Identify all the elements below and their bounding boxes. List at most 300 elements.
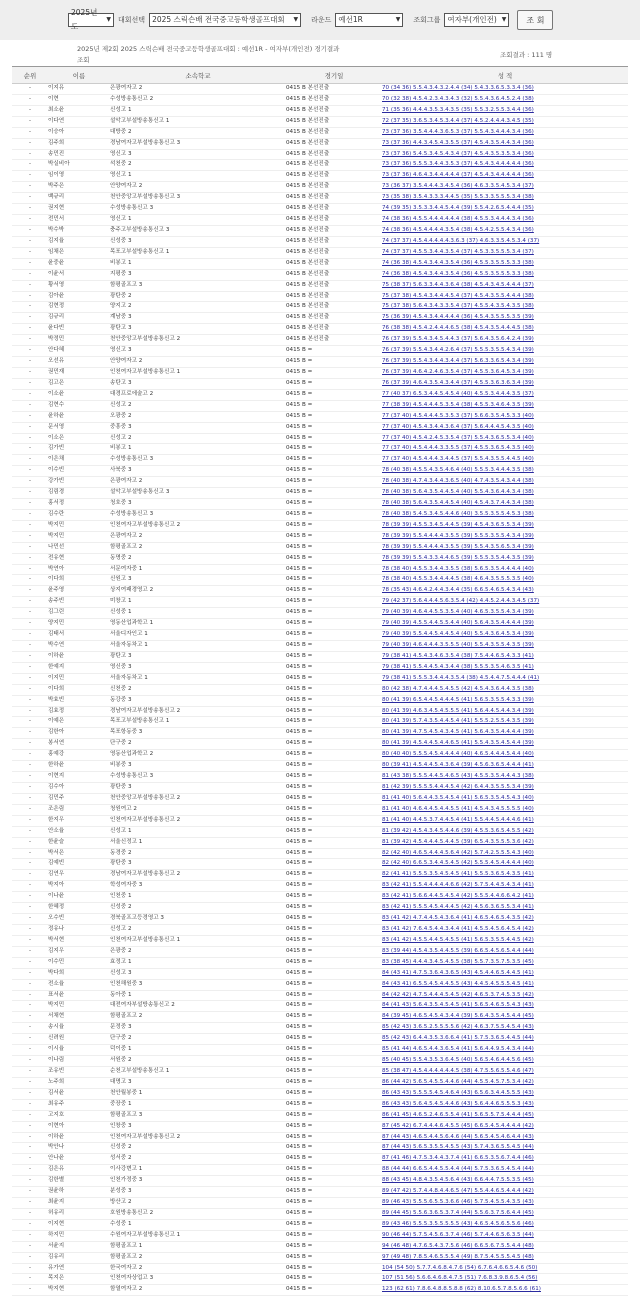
score-link[interactable]: 76 (37 39) 4.6.4.3.5.4.3.4.4 (37) 4.5.5.3.6.3.6.3.4 (39) <box>382 378 628 389</box>
round-select[interactable] <box>335 13 403 27</box>
score-link[interactable]: 87 (45 42) 6.7.4.4.4.6.4.5.5 (45) 6.6.5.4.5.4.4.4.4 (42) <box>382 1121 628 1132</box>
school-cell: 영신중 3 <box>110 662 286 673</box>
table-row <box>12 870 628 881</box>
player-name: 송주빈 <box>48 597 110 608</box>
score-link[interactable]: 80 (41 39) 5.7.4.3.5.4.4.5.4 (41) 5.5.5.2.5.5.4.3.5 (39) <box>382 717 628 728</box>
player-name: 문서영 <box>48 422 110 433</box>
score-link[interactable]: 75 (36 39) 4.5.4.3.4.4.4.4.4 (36) 4.5.4.3.5.5.5.3.5 (39) <box>382 313 628 324</box>
player-name: 안나윤 <box>48 1154 110 1165</box>
tournament-select[interactable] <box>149 13 301 27</box>
score-link[interactable]: 86 (43 43) 5.6.4.5.4.5.4.4.6 (43) 5.6.4.4.6.5.5.5.3 (43) <box>382 1099 628 1110</box>
table-row <box>12 1176 628 1187</box>
score-link[interactable]: 81 (41 40) 5.6.4.4.3.5.4.5.4 (41) 5.6.5.3.5.4.5.4.3 (40) <box>382 793 628 804</box>
score-link[interactable]: 77 (37 40) 4.5.4.4.4.3.3.5.5 (37) 4.5.5.3.6.5.4.3.5 (40) <box>382 444 628 455</box>
rank-cell: - <box>12 509 48 520</box>
chevron-down-icon: ▼ <box>293 16 299 23</box>
score-link[interactable]: 81 (39 42) 4.5.4.4.4.5.4.4.5 (39) 6.5.4.3.5.5.5.3.6 (42) <box>382 837 628 848</box>
score-link[interactable]: 83 (42 41) 5.5.5.4.5.4.4.4.5 (42) 4.5.6.3.6.5.5.3.4 (41) <box>382 903 628 914</box>
score-link[interactable]: 74 (36 38) 4.5.4.3.4.4.3.5.4 (36) 4.5.5.3.5.5.5.3.3 (38) <box>382 258 628 269</box>
school-cell: 대경프로에술고 2 <box>110 389 286 400</box>
score-link[interactable]: 81 (42 39) 5.5.5.5.4.4.4.5.4 (42) 6.4.4.3.5.5.5.3.4 (39) <box>382 783 628 794</box>
school-cell: 천안중앙고부설방송통신고 2 <box>110 793 286 804</box>
date-status-cell: 0415 B = <box>286 1219 382 1230</box>
score-link[interactable]: 75 (38 37) 5.6.3.3.4.4.3.6.4 (38) 4.5.4.3.4.5.4.4.4 (37) <box>382 280 628 291</box>
score-link[interactable]: 85 (38 47) 4.5.4.4.4.4.4.4.5 (38) 4.7.5.5.6.5.5.4.6 (47) <box>382 1066 628 1077</box>
school-cell: 신성중 1 <box>110 608 286 619</box>
table-row <box>12 1034 628 1045</box>
rank-cell: - <box>12 935 48 946</box>
table-row <box>12 542 628 553</box>
player-name: 한예지 <box>48 662 110 673</box>
school-cell: 서울디자인고 1 <box>110 630 286 641</box>
chevron-down-icon: ▼ <box>106 16 111 23</box>
score-link[interactable]: 76 (37 39) 5.5.4.3.4.5.4.4.3 (37) 5.6.4.3.5.6.4.2.4 (39) <box>382 335 628 346</box>
player-name: 박서현 <box>48 935 110 946</box>
rank-cell: - <box>12 881 48 892</box>
player-name: 김고은 <box>48 378 110 389</box>
score-link[interactable]: 78 (40 38) 5.6.4.3.5.4.4.5.4 (40) 4.5.4.3.7.4.4.3.4 (38) <box>382 499 628 510</box>
player-name: 서윤지 <box>48 1241 110 1252</box>
rank-cell: - <box>12 171 48 182</box>
school-cell: 광탄고 3 <box>110 651 286 662</box>
school-cell: 함평골프고 1 <box>110 1241 286 1252</box>
score-link[interactable]: 74 (37 37) 4.5.4.4.4.4.4.3.6.3 (37) 4.6.3.3.5.4.5.3.4 (37) <box>382 236 628 247</box>
rank-cell: - <box>12 455 48 466</box>
group-select[interactable] <box>444 13 509 27</box>
score-link[interactable]: 78 (39 39) 5.5.4.4.4.4.3.5.5 (39) 5.5.4.3.5.6.5.3.4 (39) <box>382 542 628 553</box>
date-status-cell: 0415 B = <box>286 1077 382 1088</box>
school-cell: 동경중 2 <box>110 848 286 859</box>
rank-cell: - <box>12 116 48 127</box>
score-link[interactable]: 79 (40 39) 5.5.4.4.5.4.4.5.4 (40) 5.5.4.3.6.4.5.3.4 (39) <box>382 630 628 641</box>
chevron-down-icon: ▼ <box>501 16 507 23</box>
school-cell: 은광여자고 2 <box>110 477 286 488</box>
table-row <box>12 717 628 728</box>
player-name: 박지민 <box>48 531 110 542</box>
score-link[interactable]: 81 (41 40) 4.4.5.3.7.4.4.5.4 (41) 5.5.4.4.5.4.4.4.6 (41) <box>382 815 628 826</box>
score-link[interactable]: 79 (42 37) 5.6.4.4.4.5.6.3.5.4 (42) 4.4.5.2.4.4.3.4.5 (37) <box>382 597 628 608</box>
player-name: 김수란 <box>48 509 110 520</box>
score-link[interactable]: 78 (39 39) 5.5.4.3.3.4.4.6.5 (39) 5.5.5.3.5.4.4.3.5 (39) <box>382 553 628 564</box>
score-link[interactable]: 85 (42 43) 6.4.4.3.5.3.6.6.4 (41) 5.7.5.3.6.5.4.4.5 (44) <box>382 1034 628 1045</box>
player-name: 김지율 <box>48 236 110 247</box>
table-row <box>12 466 628 477</box>
score-link[interactable]: 75 (37 38) 5.6.4.3.4.3.3.5.4 (37) 4.5.5.4.3.5.4.3.5 (38) <box>382 302 628 313</box>
score-link[interactable]: 80 (42 38) 4.7.4.4.4.5.4.5.5 (42) 4.5.4.3.6.4.4.3.5 (38) <box>382 684 628 695</box>
date-status-cell: 0415 B = <box>286 389 382 400</box>
score-link[interactable]: 77 (37 40) 4.5.4.2.4.5.3.5.4 (37) 5.5.4.3.6.5.5.3.4 (40) <box>382 433 628 444</box>
score-link[interactable]: 82 (42 40) 6.6.5.3.4.4.5.4.5 (42) 5.5.5.4.5.4.4.4.4 (40) <box>382 859 628 870</box>
school-cell: 광탄중 3 <box>110 859 286 870</box>
rank-cell: - <box>12 1121 48 1132</box>
score-link[interactable]: 80 (41 39) 6.5.4.4.5.4.4.4.5 (41) 5.6.5.3.5.5.4.3.3 (39) <box>382 695 628 706</box>
date-status-cell: 0415 B 본선진출 <box>286 149 382 160</box>
school-cell: 은광중 2 <box>110 946 286 957</box>
date-status-cell: 0415 B = <box>286 903 382 914</box>
score-link[interactable]: 83 (41 42) 4.7.4.4.5.4.3.6.4 (41) 4.6.5.4.6.5.4.3.5 (42) <box>382 914 628 925</box>
score-link[interactable]: 89 (43 46) 5.5.5.3.5.5.5.5.5 (43) 4.6.5.4.5.6.5.5.6 (46) <box>382 1219 628 1230</box>
table-row <box>12 193 628 204</box>
score-link[interactable]: 80 (40 40) 5.5.5.4.5.4.4.4.4 (40) 4.6.5.4.4.4.5.4.4 (40) <box>382 750 628 761</box>
rank-cell: - <box>12 706 48 717</box>
date-status-cell: 0415 B = <box>286 717 382 728</box>
score-link[interactable]: 97 (49 48) 7.8.5.4.6.5.5.5.4 (49) 8.7.5.4.5.5.5.4.5 (48) <box>382 1252 628 1263</box>
table-row <box>12 641 628 652</box>
date-status-cell: 0415 B = <box>286 990 382 1001</box>
player-name: 김지우 <box>48 946 110 957</box>
date-status-cell: 0415 B = <box>286 815 382 826</box>
rank-cell: - <box>12 400 48 411</box>
score-link[interactable]: 89 (46 43) 5.5.5.6.5.5.3.6.6 (46) 5.7.5.4.5.5.4.3.5 (43) <box>382 1198 628 1209</box>
date-status-cell: 0415 B = <box>286 1121 382 1132</box>
school-cell: 충주고부설방송통신고 3 <box>110 225 286 236</box>
rank-cell: - <box>12 1198 48 1209</box>
score-link[interactable]: 104 (54 50) 5.7.7.4.6.8.4.7.6 (54) 6.7.6.4.6.6.5.4.6 (50) <box>382 1263 628 1274</box>
player-name: 김수아 <box>48 783 110 794</box>
score-link[interactable]: 73 (36 37) 3.5.4.4.4.3.4.5.4 (36) 4.6.3.3.5.4.5.3.4 (37) <box>382 182 628 193</box>
score-link[interactable]: 87 (44 43) 4.6.5.4.4.5.6.4.6 (44) 5.6.5.4.5.4.6.4.4 (43) <box>382 1132 628 1143</box>
school-cell: 신성중 2 <box>110 903 286 914</box>
player-name: 이은채 <box>48 455 110 466</box>
player-name: 권지현 <box>48 204 110 215</box>
round-label: 라운드 <box>311 16 332 24</box>
table-row <box>12 1012 628 1023</box>
date-status-cell: 0415 B = <box>286 1066 382 1077</box>
table-row <box>12 389 628 400</box>
score-link[interactable]: 83 (41 42) 7.6.4.5.4.4.3.4.4 (41) 4.5.5.4.5.6.4.5.4 (42) <box>382 924 628 935</box>
school-cell: 광탄중 2 <box>110 291 286 302</box>
rank-cell: - <box>12 193 48 204</box>
score-link[interactable]: 84 (43 41) 6.5.5.4.5.4.4.5.5 (43) 4.4.5.4.5.5.5.4.5 (41) <box>382 979 628 990</box>
score-link[interactable]: 86 (43 43) 5.5.5.5.4.5.4.6.4 (43) 6.5.6.3.4.4.5.5.5 (43) <box>382 1088 628 1099</box>
score-link[interactable]: 77 (37 40) 4.5.4.3.4.4.3.6.4 (37) 5.6.4.4.4.5.4.3.5 (40) <box>382 422 628 433</box>
table-row <box>12 553 628 564</box>
score-link[interactable]: 79 (40 39) 4.5.5.4.4.5.5.4.4 (40) 5.6.4.3.5.4.4.4.4 (39) <box>382 619 628 630</box>
score-link[interactable]: 78 (38 40) 4.5.5.3.4.4.4.4.5 (38) 4.6.4.3.5.5.5.3.5 (40) <box>382 575 628 586</box>
round-select-value: 예선1R <box>338 15 363 24</box>
score-link[interactable]: 87 (41 46) 4.7.5.3.4.4.3.7.4 (41) 6.6.5.3.5.6.7.4.4 (46) <box>382 1154 628 1165</box>
player-name: 허유리 <box>48 1208 110 1219</box>
table-row <box>12 324 628 335</box>
school-cell: 서원중 2 <box>110 1056 286 1067</box>
rank-cell: - <box>12 1045 48 1056</box>
rank-cell: - <box>12 903 48 914</box>
table-row <box>12 990 628 1001</box>
school-cell: 인천해원중 3 <box>110 979 286 990</box>
school-cell: 설악고부설방송통신고 3 <box>110 488 286 499</box>
rank-cell: - <box>12 586 48 597</box>
player-name: 이예은 <box>48 717 110 728</box>
table-row <box>12 477 628 488</box>
school-cell: 중흥중 3 <box>110 422 286 433</box>
date-status-cell: 0415 B = <box>286 455 382 466</box>
date-status-cell: 0415 B 본선진출 <box>286 138 382 149</box>
score-link[interactable]: 77 (38 39) 4.5.4.4.4.5.3.5.4 (38) 4.5.5.3.4.6.4.3.5 (39) <box>382 400 628 411</box>
table-row <box>12 1263 628 1274</box>
rank-cell: - <box>12 1088 48 1099</box>
date-status-cell: 0415 B = <box>286 564 382 575</box>
score-link[interactable]: 77 (40 37) 6.5.3.4.4.5.4.5.4 (40) 4.5.5.3.4.4.4.3.5 (37) <box>382 389 628 400</box>
table-row <box>12 695 628 706</box>
rank-cell: - <box>12 1066 48 1077</box>
score-link[interactable]: 107 (51 56) 5.6.6.4.6.8.4.7.5 (51) 7.6.8.3.9.8.6.5.4 (56) <box>382 1274 628 1285</box>
score-link[interactable]: 76 (37 39) 5.5.4.3.4.4.3.4.4 (37) 5.6.3.3.6.5.4.3.4 (39) <box>382 357 628 368</box>
score-link[interactable]: 78 (40 38) 5.4.5.3.4.5.4.4.6 (40) 3.5.5.3.5.5.4.5.3 (38) <box>382 509 628 520</box>
score-link[interactable]: 79 (40 39) 4.6.4.4.4.3.5.5.5 (40) 5.5.4.3.5.5.4.3.5 (39) <box>382 641 628 652</box>
rank-cell: - <box>12 630 48 641</box>
score-link[interactable]: 85 (40 45) 5.5.4.3.5.3.6.4.5 (40) 5.6.5.4.6.4.4.5.6 (45) <box>382 1056 628 1067</box>
date-status-cell: 0415 B 본선진출 <box>286 215 382 226</box>
date-status-cell: 0415 B = <box>286 1034 382 1045</box>
score-link[interactable]: 86 (41 45) 4.6.5.2.4.6.5.5.4 (41) 5.6.5.5.7.5.4.4.4 (45) <box>382 1110 628 1121</box>
player-name: 안다혜 <box>48 346 110 357</box>
player-name: 정유나 <box>48 924 110 935</box>
table-row <box>12 783 628 794</box>
rank-cell: - <box>12 1285 48 1296</box>
school-cell: 신성고 1 <box>110 826 286 837</box>
rank-cell: - <box>12 564 48 575</box>
score-link[interactable]: 75 (37 38) 4.5.4.3.4.4.4.5.4 (37) 4.5.4.3.5.5.4.4.4 (38) <box>382 291 628 302</box>
date-status-cell: 0415 B = <box>286 1252 382 1263</box>
score-link[interactable]: 74 (39 35) 3.5.3.3.4.4.5.4.4 (39) 5.5.4.2.6.5.4.4.4 (35) <box>382 204 628 215</box>
date-status-cell: 0415 B = <box>286 1099 382 1110</box>
score-link[interactable]: 76 (37 39) 5.5.4.3.4.4.2.6.4 (37) 5.5.5.3.5.5.4.3.4 (39) <box>382 346 628 357</box>
school-cell: 신성고 2 <box>110 400 286 411</box>
date-status-cell: 0415 B = <box>286 870 382 881</box>
date-status-cell: 0415 B = <box>286 1110 382 1121</box>
score-link[interactable]: 80 (39 41) 4.5.4.4.5.4.3.6.4 (39) 4.5.6.3.6.5.4.4.4 (41) <box>382 761 628 772</box>
score-link[interactable]: 82 (42 40) 4.6.5.4.4.4.5.6.4 (42) 5.7.4.2.5.5.5.4.3 (40) <box>382 848 628 859</box>
rank-cell: - <box>12 728 48 739</box>
school-cell: 목포고부설방송통신고 1 <box>110 717 286 728</box>
player-name: 박수박 <box>48 225 110 236</box>
player-name: 목지은 <box>48 1274 110 1285</box>
score-link[interactable]: 78 (40 38) 4.5.5.4.3.5.4.6.4 (40) 5.5.5.3.4.4.4.3.5 (38) <box>382 466 628 477</box>
score-link[interactable]: 73 (37 36) 3.5.4.4.4.3.6.5.3 (37) 5.5.4.3.4.4.4.3.4 (36) <box>382 127 628 138</box>
score-link[interactable]: 90 (46 44) 5.7.5.4.5.6.3.7.4 (46) 5.7.4.4.6.5.6.3.5 (44) <box>382 1230 628 1241</box>
date-status-cell: 0415 B = <box>286 641 382 652</box>
rank-cell: - <box>12 1099 48 1110</box>
score-link[interactable]: 78 (40 38) 4.7.4.3.4.4.3.6.5 (40) 4.7.4.3.5.4.3.4.4 (38) <box>382 477 628 488</box>
school-cell: 순천고부설방송통신고 1 <box>110 1066 286 1077</box>
player-name: 이지유 <box>48 84 110 95</box>
table-row <box>12 706 628 717</box>
date-status-cell: 0415 B 본선진출 <box>286 225 382 236</box>
score-link[interactable]: 73 (37 36) 4.4.3.4.5.4.3.5.5 (37) 4.5.4.3.5.4.4.3.4 (36) <box>382 138 628 149</box>
score-link[interactable]: 85 (41 44) 4.6.5.4.4.3.6.5.4 (41) 5.6.4.4.9.5.4.3.4 (44) <box>382 1045 628 1056</box>
score-link[interactable]: 79 (38 41) 5.5.5.3.4.4.4.3.5.4 (38) 4.5.4.4.7.5.4.4.4 (41) <box>382 673 628 684</box>
score-link[interactable]: 89 (44 45) 5.5.6.3.6.5.3.7.4 (44) 5.5.6.3.7.5.6.4.4 (45) <box>382 1208 628 1219</box>
score-link[interactable]: 78 (38 40) 4.5.5.3.4.4.3.5.5 (38) 5.6.5.3.5.4.4.4.4 (40) <box>382 564 628 575</box>
school-cell: 중장중 1 <box>110 1099 286 1110</box>
school-cell: 영동산업과학고 1 <box>110 619 286 630</box>
player-name: 김효정 <box>48 706 110 717</box>
year-select-value: 2025년도 <box>71 8 98 31</box>
rank-cell: - <box>12 84 48 95</box>
score-link[interactable]: 94 (46 48) 4.7.6.5.4.3.7.5.6 (46) 6.6.5.6.7.5.5.4.4 (48) <box>382 1241 628 1252</box>
date-status-cell: 0415 B = <box>286 357 382 368</box>
table-row <box>12 1219 628 1230</box>
school-cell: 비봉고 1 <box>110 444 286 455</box>
school-cell: 인천여자고부설방송통신고 1 <box>110 935 286 946</box>
player-name: 권민재 <box>48 367 110 378</box>
rank-cell: - <box>12 1176 48 1187</box>
player-name: 이다희 <box>48 684 110 695</box>
school-cell: 목포항동중 3 <box>110 728 286 739</box>
score-link[interactable]: 79 (38 41) 5.5.4.4.5.4.3.4.4 (38) 5.5.5.3.5.4.6.3.5 (41) <box>382 662 628 673</box>
score-link[interactable]: 84 (43 41) 4.7.5.3.6.4.3.6.5 (43) 4.5.4.4.6.5.4.4.5 (41) <box>382 968 628 979</box>
score-link[interactable]: 73 (37 36) 5.5.5.3.4.4.3.5.3 (37) 4.5.4.3.4.4.4.4.4 (36) <box>382 160 628 171</box>
school-cell: 함평골프고 2 <box>110 1252 286 1263</box>
school-cell: 계남중 3 <box>110 313 286 324</box>
score-link[interactable]: 77 (37 40) 4.5.4.4.4.5.3.5.3 (37) 5.6.6.3.5.4.5.3.3 (40) <box>382 411 628 422</box>
score-link[interactable]: 88 (43 45) 4.8.4.3.5.4.5.6.4 (43) 6.6.4.4.7.5.5.3.5 (45) <box>382 1176 628 1187</box>
score-link[interactable]: 70 (32 38) 4.5.4.2.3.4.3.4.3 (32) 5.5.4.3.6.4.5.2.4 (38) <box>382 94 628 105</box>
date-status-cell: 0415 B = <box>286 499 382 510</box>
table-row <box>12 1121 628 1132</box>
rank-cell: - <box>12 651 48 662</box>
player-name: 조유빈 <box>48 1066 110 1077</box>
player-name: 이지현 <box>48 1219 110 1230</box>
score-link[interactable]: 83 (38 45) 4.4.4.3.4.5.4.5.5 (38) 5.5.7.3.5.7.5.3.5 (45) <box>382 957 628 968</box>
player-name: 박연아 <box>48 564 110 575</box>
table-row <box>12 815 628 826</box>
rank-cell: - <box>12 761 48 772</box>
date-status-cell: 0415 B 본선진출 <box>286 105 382 116</box>
date-status-cell: 0415 B = <box>286 1198 382 1209</box>
score-link[interactable]: 77 (37 40) 4.5.4.4.4.3.4.4.5 (37) 5.5.4.3.5.5.4.4.5 (40) <box>382 455 628 466</box>
score-link[interactable]: 74 (38 36) 4.5.5.4.4.4.4.4.4 (38) 4.5.5.3.4.4.4.3.4 (36) <box>382 215 628 226</box>
score-link[interactable]: 80 (41 39) 4.7.5.4.5.4.3.4.5 (41) 5.6.4.3.5.4.4.4.4 (39) <box>382 728 628 739</box>
score-link[interactable]: 84 (42 42) 4.7.5.4.4.4.5.4.5 (42) 4.6.5.3.7.4.5.3.5 (42) <box>382 990 628 1001</box>
score-link[interactable]: 73 (35 38) 3.5.4.3.3.3.4.4.5 (35) 5.5.3.3.5.5.5.3.4 (38) <box>382 193 628 204</box>
score-link[interactable]: 74 (36 38) 4.5.4.3.4.4.3.5.4 (36) 4.5.5.3.5.5.5.3.3 (38) <box>382 269 628 280</box>
score-link[interactable]: 84 (41 43) 5.6.4.3.5.4.5.4.5 (41) 5.6.5.4.6.5.5.4.3 (43) <box>382 1001 628 1012</box>
score-link[interactable]: 81 (43 38) 5.5.5.4.4.5.4.6.5 (43) 4.5.5.3.5.4.4.4.3 (38) <box>382 772 628 783</box>
table-row <box>12 291 628 302</box>
score-link[interactable]: 80 (41 39) 4.5.4.4.5.4.4.6.5 (41) 5.5.4.3.5.4.5.4.4 (39) <box>382 739 628 750</box>
score-link[interactable]: 78 (40 38) 5.6.4.3.5.4.4.5.4 (40) 5.5.4.3.6.4.4.3.4 (38) <box>382 488 628 499</box>
table-row <box>12 837 628 848</box>
date-status-cell: 0415 B = <box>286 946 382 957</box>
rank-cell: - <box>12 411 48 422</box>
score-link[interactable]: 79 (38 41) 4.5.4.3.4.6.3.5.4 (38) 7.5.4.4.6.5.4.3.3 (41) <box>382 651 628 662</box>
school-cell: 경남여자고부설방송통신고 2 <box>110 706 286 717</box>
score-link[interactable]: 78 (35 43) 4.6.4.2.4.4.3.4.4 (35) 6.6.5.4.6.5.4.3.4 (43) <box>382 586 628 597</box>
rank-cell: - <box>12 291 48 302</box>
player-name: 이지민 <box>48 673 110 684</box>
player-name: 김가빈 <box>48 444 110 455</box>
score-link[interactable]: 76 (38 38) 4.5.4.2.4.4.4.6.5 (38) 4.5.4.3.5.4.4.4.5 (38) <box>382 324 628 335</box>
date-status-cell: 0415 B 본선진출 <box>286 280 382 291</box>
player-name: 이다희 <box>48 575 110 586</box>
score-link[interactable]: 89 (47 42) 5.7.4.4.8.4.4.6.5 (47) 5.5.4.4.6.5.4.4.4 (42) <box>382 1187 628 1198</box>
rank-cell: - <box>12 280 48 291</box>
table-body <box>12 84 628 1296</box>
score-link[interactable]: 83 (42 41) 5.6.6.4.4.5.4.5.4 (42) 5.5.5.4.4.6.6.4.2 (41) <box>382 892 628 903</box>
score-link[interactable]: 76 (37 39) 4.6.4.2.4.6.3.5.4 (37) 4.5.5.3.6.4.5.3.4 (39) <box>382 367 628 378</box>
table-row <box>12 957 628 968</box>
player-name: 박효빈 <box>48 695 110 706</box>
rank-cell: - <box>12 1110 48 1121</box>
school-cell: 비봉중 3 <box>110 761 286 772</box>
score-link[interactable]: 85 (42 43) 3.6.5.2.5.5.5.5.6 (42) 4.6.3.7.5.5.4.5.4 (43) <box>382 1023 628 1034</box>
table-row <box>12 1132 628 1143</box>
score-link[interactable]: 84 (39 45) 4.6.5.4.5.4.3.4.4 (39) 5.6.4.3.5.4.5.4.4 (45) <box>382 1012 628 1023</box>
date-status-cell: 0415 B = <box>286 706 382 717</box>
score-link[interactable]: 83 (41 42) 4.5.5.4.4.5.4.5.5 (41) 5.6.5.3.5.5.4.4.5 (42) <box>382 935 628 946</box>
date-status-cell: 0415 B = <box>286 673 382 684</box>
school-cell: 효정고 1 <box>110 957 286 968</box>
rank-cell: - <box>12 957 48 968</box>
table-row <box>12 531 628 542</box>
score-link[interactable]: 88 (44 44) 6.6.5.4.4.5.5.4.4 (44) 5.7.5.3.6.5.4.5.4 (44) <box>382 1165 628 1176</box>
date-status-cell: 0415 B = <box>286 466 382 477</box>
score-link[interactable]: 87 (44 43) 5.6.5.3.5.5.4.5.5 (43) 5.7.4.3.6.5.5.4.5 (44) <box>382 1143 628 1154</box>
score-link[interactable]: 79 (40 39) 4.6.4.4.5.5.3.5.4 (40) 4.6.5.3.5.5.4.3.4 (39) <box>382 608 628 619</box>
score-link[interactable]: 74 (37 37) 4.5.5.3.4.4.3.5.4 (37) 4.5.3.3.5.5.5.3.4 (37) <box>382 247 628 258</box>
table-row <box>12 1066 628 1077</box>
score-link[interactable]: 78 (39 39) 5.5.4.4.4.4.3.5.5 (39) 5.5.5.3.5.5.4.3.4 (39) <box>382 531 628 542</box>
date-status-cell: 0415 B = <box>286 914 382 925</box>
table-row <box>12 346 628 357</box>
date-status-cell: 0415 B = <box>286 608 382 619</box>
rank-cell: - <box>12 662 48 673</box>
rank-cell: - <box>12 346 48 357</box>
score-link[interactable]: 82 (41 41) 5.5.5.3.5.4.5.4.5 (41) 5.5.5.3.6.5.4.3.5 (41) <box>382 870 628 881</box>
player-name: 박정민 <box>48 335 110 346</box>
search-button[interactable]: 조 회 <box>517 10 553 30</box>
player-name: 김림경 <box>48 488 110 499</box>
school-cell: 영신고 1 <box>110 215 286 226</box>
score-link[interactable]: 123 (62 61) 7.8.6.4.8.8.5.8.8 (62) 8.10.6.5.7.8.5.6.6 (61) <box>382 1285 628 1296</box>
column-header-rank: 순위 <box>12 67 48 84</box>
player-name: 전소율 <box>48 979 110 990</box>
result-title: 2025년 제2회 2025 스릭슨배 전국중고등학생골프대회 : 예선1R - 여자부(개인전) 경기결과 <box>77 45 340 53</box>
table-row <box>12 1187 628 1198</box>
score-link[interactable]: 83 (39 44) 4.5.4.3.5.4.4.5.5 (39) 6.6.5.4.5.6.5.4.4 (44) <box>382 946 628 957</box>
date-status-cell: 0415 B = <box>286 586 382 597</box>
rank-cell: - <box>12 1034 48 1045</box>
score-link[interactable]: 72 (37 35) 3.6.5.3.4.5.3.4.4 (37) 4.5.2.4.4.4.3.4.5 (35) <box>382 116 628 127</box>
score-link[interactable]: 71 (35 36) 4.4.4.3.5.3.4.3.5 (35) 5.5.3.2.5.5.3.4.4 (36) <box>382 105 628 116</box>
score-link[interactable]: 80 (41 39) 4.6.3.4.5.4.5.5.5 (41) 5.6.4.4.5.4.4.3.4 (39) <box>382 706 628 717</box>
table-row <box>12 1154 628 1165</box>
rank-cell: - <box>12 1001 48 1012</box>
score-link[interactable]: 83 (42 41) 5.5.4.4.4.4.4.6.6 (42) 5.7.5.4.4.5.4.3.4 (41) <box>382 881 628 892</box>
score-link[interactable]: 78 (39 39) 4.5.5.3.4.5.4.4.5 (39) 4.5.4.3.6.5.5.3.4 (39) <box>382 520 628 531</box>
table-row <box>12 586 628 597</box>
score-link[interactable]: 73 (37 36) 4.6.4.3.4.4.4.4.4 (37) 4.5.4.3.4.4.4.4.4 (36) <box>382 171 628 182</box>
school-cell: 영신고 3 <box>110 346 286 357</box>
school-cell: 인천가정중 3 <box>110 1176 286 1187</box>
year-select[interactable] <box>68 8 114 31</box>
rank-cell: - <box>12 236 48 247</box>
school-cell: 수성중 1 <box>110 1219 286 1230</box>
score-link[interactable]: 74 (38 36) 4.5.4.4.4.4.3.5.4 (38) 4.5.4.2.5.5.4.3.4 (36) <box>382 225 628 236</box>
player-name: 오선유 <box>48 357 110 368</box>
school-cell: 광탄중 3 <box>110 783 286 794</box>
rank-cell: - <box>12 1241 48 1252</box>
score-link[interactable]: 81 (39 42) 4.5.4.3.4.5.4.4.6 (39) 4.5.5.3.6.5.4.5.5 (42) <box>382 826 628 837</box>
score-link[interactable]: 81 (41 40) 4.6.4.4.5.4.4.5.5 (41) 4.5.4.3.4.5.5.5.5 (40) <box>382 804 628 815</box>
score-link[interactable]: 70 (34 36) 5.5.4.3.4.3.2.4.4 (34) 5.4.3.3.6.5.3.3.4 (36) <box>382 84 628 95</box>
score-link[interactable]: 73 (37 36) 5.4.5.3.4.5.4.3.4 (37) 4.5.4.3.5.3.5.3.4 (36) <box>382 149 628 160</box>
player-name: 전민서 <box>48 215 110 226</box>
school-cell: 영동산업과학고 2 <box>110 750 286 761</box>
score-link[interactable]: 86 (44 42) 5.6.5.4.5.5.4.4.6 (44) 4.5.5.4.5.7.5.3.4 (42) <box>382 1077 628 1088</box>
rank-cell: - <box>12 619 48 630</box>
